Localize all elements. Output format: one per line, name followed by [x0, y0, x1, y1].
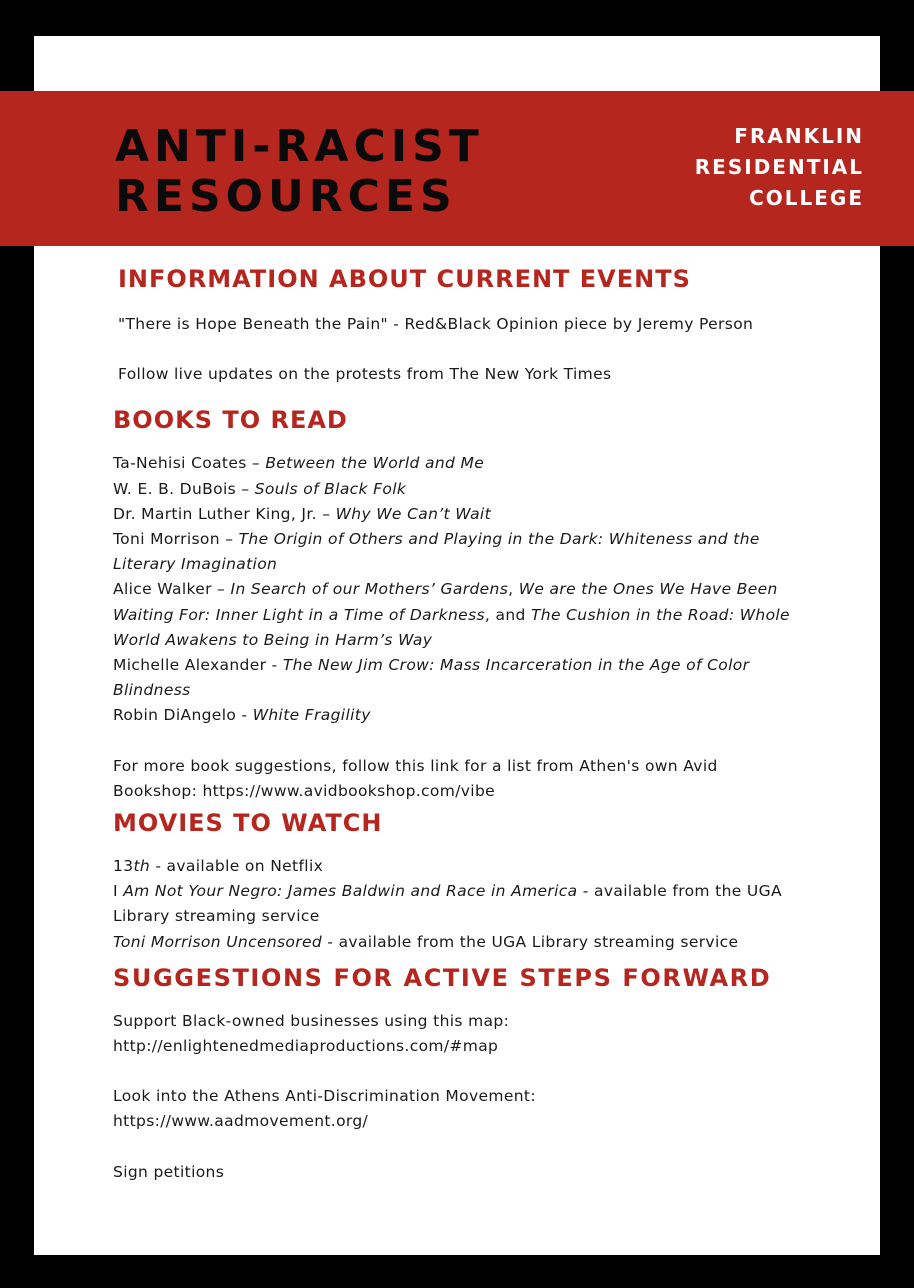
step-text: Support Black-owned businesses using this map:	[113, 1011, 510, 1030]
book-item: Michelle Alexander - The New Jim Crow: Mass Incarceration in the Age of Color Blindness	[113, 656, 750, 700]
title-line-1: ANTI-RACIST	[115, 121, 484, 172]
current-events-item[interactable]: Follow live updates on the protests from The New York Times	[118, 365, 612, 384]
step-link[interactable]: http://enlightenedmediaproductions.com/#map	[113, 1037, 499, 1056]
book-item: Alice Walker – In Search of our Mothers’ Gardens, We are the Ones We Have Been Waiting For: Inner Light in a Time of Darkness, and The Cushion in the Road: Whole World Awakens to Being in Harm’s Way	[113, 580, 790, 649]
book-item: W. E. B. DuBois – Souls of Black Folk	[113, 479, 407, 498]
books-section	[113, 401, 793, 804]
movie-list	[113, 854, 793, 955]
movie-item: 13th - available on Netflix	[113, 857, 324, 876]
current-events-heading: INFORMATION ABOUT CURRENT EVENTS	[118, 265, 691, 293]
book-item: Ta-Nehisi Coates – Between the World and Me	[113, 454, 485, 473]
movies-heading: MOVIES TO WATCH	[113, 809, 383, 838]
college-name	[695, 121, 864, 214]
book-item: Dr. Martin Luther King, Jr. – Why We Can’t Wait	[113, 504, 492, 523]
college-line-3: COLLEGE	[749, 186, 864, 210]
current-events-section	[113, 260, 793, 387]
step-text: Look into the Athens Anti-Discrimination Movement:	[113, 1087, 536, 1106]
movie-item: I Am Not Your Negro: James Baldwin and Race in America - available from the UGA Library streaming service	[113, 882, 782, 926]
book-list	[113, 451, 793, 728]
college-line-2: RESIDENTIAL	[694, 155, 864, 179]
movies-section	[113, 804, 793, 955]
page-title	[115, 122, 484, 222]
book-item: Toni Morrison – The Origin of Others and Playing in the Dark: Whiteness and the Literary Imagination	[113, 530, 760, 574]
step-text: Sign petitions	[113, 1162, 225, 1181]
step-link[interactable]: https://www.aadmovement.org/	[113, 1112, 369, 1131]
movie-item: Toni Morrison Uncensored - available from the UGA Library streaming service	[113, 932, 739, 951]
books-heading: BOOKS TO READ	[113, 406, 348, 435]
book-item: Robin DiAngelo - White Fragility	[113, 706, 371, 725]
book-suggestions-link[interactable]: For more book suggestions, follow this link for a list from Athen's own Avid Bookshop: https://www.avidbookshop.com/vibe	[113, 756, 718, 800]
current-events-item[interactable]: "There is Hope Beneath the Pain" - Red&Black Opinion piece by Jeremy Person	[118, 315, 754, 333]
content	[113, 260, 793, 1185]
steps-section	[113, 959, 793, 1185]
steps-heading: SUGGESTIONS FOR ACTIVE STEPS FORWARD	[113, 963, 772, 992]
steps-list	[113, 1009, 793, 1185]
college-line-1: FRANKLIN	[734, 124, 864, 148]
title-line-2: RESOURCES	[115, 171, 457, 222]
